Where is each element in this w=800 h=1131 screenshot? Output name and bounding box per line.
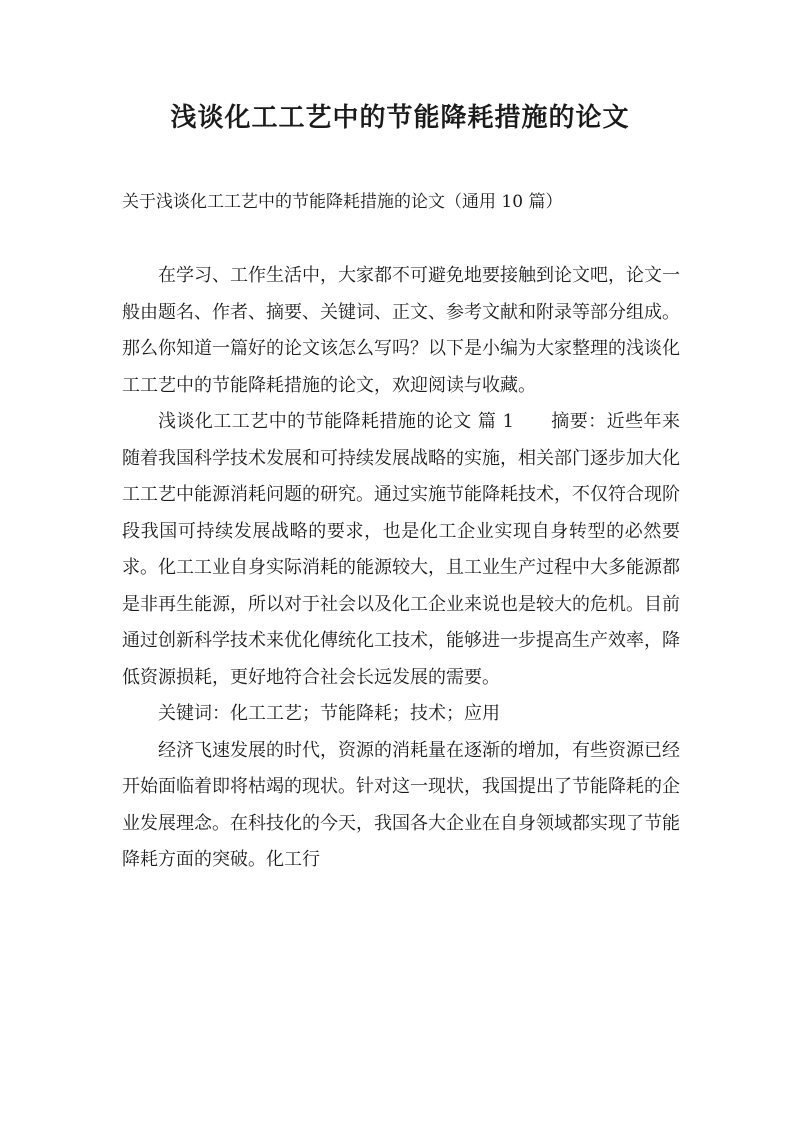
document-subtitle: 关于浅谈化工工艺中的节能降耗措施的论文（通用 10 篇）	[122, 192, 563, 212]
body-paragraph: 经济飞速发展的时代，资源的消耗量在逐渐的增加，有些资源已经开始面临着即将枯竭的现状。针对这一现状，我国提出了节能降耗的企业发展理念。在科技化的今天，我国各大企业在自身领域都实现了节能降耗方面的突破。化工行	[122, 739, 680, 870]
abstract-paragraph: 浅谈化工工艺中的节能降耗措施的论文 篇 1 摘要：近些年来随着我国科学技术发展和可持续发展战略的实施，相关部门逐步加大化工工艺中能源消耗问题的研究。通过实施节能降耗技术，不仅符合现阶段我国可持续发展战略的要求，也是化工企业实现自身转型的必然要求。化工工业自身实际消耗的能源较大，且工业生产过程中大多能源都是非再生能源，所以对于社会以及化工企业来说也是较大的危机。目前通过创新科学技术来优化傳统化工技术，能够进一步提高生产效率，降低资源损耗，更好地符合社会长远发展的需要。	[122, 411, 680, 688]
keywords-paragraph: 关键词：化工工艺；节能降耗；技术；应用	[158, 703, 500, 724]
intro-paragraph: 在学习、工作生活中，大家都不可避免地要接触到论文吧，论文一般由题名、作者、摘要、关键词、正文、参考文献和附录等部分组成。那么你知道一篇好的论文该怎么写吗？以下是小编为大家整理的浅谈化工工艺中的节能降耗措施的论文，欢迎阅读与收藏。	[122, 265, 680, 396]
document-title: 浅谈化工工艺中的节能降耗措施的论文	[170, 103, 630, 133]
document-body	[122, 258, 680, 879]
